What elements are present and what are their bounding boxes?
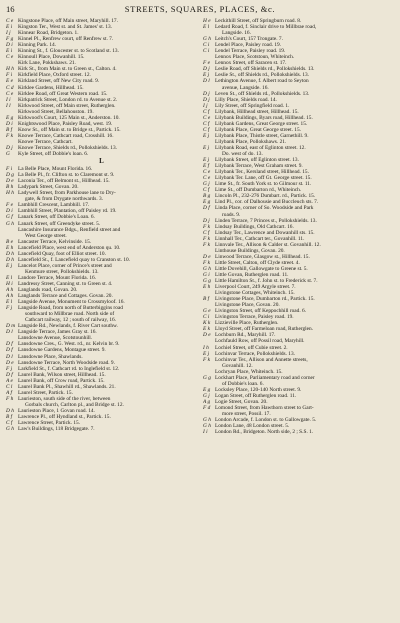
grid-reference: E h [6,244,14,251]
grid-reference: D f [203,205,210,212]
street-entry-text: Laurel Bank, off Crow road, Partick. 15. [18,377,105,384]
grid-reference: E e [6,78,13,85]
grid-reference: D j [203,66,210,73]
street-entry-text: Lanark Street, off Greendyke street. 5. [18,220,101,227]
street-entry-text: Lizzieville Place, Rutherglen. [215,320,279,327]
street-entry-text: Kirklee Road, off Great Western road. 15. [18,90,108,97]
street-entry-text: Kirkwood's Court, 125 Main st., Anderston. 10. [18,114,120,121]
street-entry-text: Lindsay Buildings, Old Cathcart. 16. [215,223,294,230]
grid-reference: C i [203,314,210,321]
street-entry-text: Lethington Avenue, f. Albert road to Seyton [215,78,309,85]
grid-reference: F e [6,202,13,209]
street-entry-text: Little Dovehill, Gallowgate to Greene st. 5. [215,265,308,272]
street-entry-text: Kirk Lane, Pokkshaws. 21. [18,60,76,67]
street-entry-text: Langside Rd., Newlands, f. River Cart southw. [18,323,118,330]
street-entry-text: Logan Street, off Rutherglen road. 11. [215,392,297,399]
street-entry-text: Laurieston Place, 1 Govan road. 14. [18,407,95,414]
street-entry-text: Lilybank Gardens, Great George street. 15. [215,120,308,127]
grid-reference: B f [203,296,210,303]
grid-reference: G f [6,214,13,221]
grid-reference: I h [203,344,209,351]
street-entry-text: Lilybank Road, east of Eglinton street. 12. [215,144,306,151]
street-entry-text: Livingstone Place, Govan. 20. [215,302,280,309]
grid-reference: F e [203,60,210,67]
street-entry-text: Lansdowne Place, Shawlands. [18,353,83,360]
grid-reference: D h [6,407,14,414]
left-column [6,18,197,435]
section-letter: L [99,157,104,166]
grid-reference: F g [6,36,14,43]
street-entry-text: La Belle Pl., fr. Clifton st. to Claremont st. 9. [18,172,115,179]
street-entry-text: Kirk St., from Main st. to Green st., Calton. 4. [18,66,117,73]
street-entry-text: Lockhart Place, Parliamentary road and corner [215,374,315,381]
grid-reference: F h [6,395,14,402]
grid-reference: F j [6,305,13,312]
street-entry-text: Lancashire Insurance Bdgs., Renfield street and [18,226,121,233]
page-number: 16 [6,4,15,14]
street-entry-text: Linda Place, corner of So. Woodside and Park [215,205,314,212]
street-entry-text: Lendel Place, Paisley road. 19. [215,42,282,49]
grid-reference: E g [6,114,14,121]
grid-reference: C e [6,90,14,97]
street-entry-text: Little Govan, Rutherglen road. 11. [215,271,289,278]
street-entry-text: Little Hamilton St., f. John st. to Frederick st. 7. [215,278,318,285]
street-entry-text: Lancaster Terrace, Kelvinside. 15. [18,238,92,245]
street-entry-text: Livingston Street, off Keppochhill road. 6. [215,308,307,315]
street-entry-text: Larkfield St., f. Cathcart rd. to Inglefield st. 12. [18,365,120,372]
street-entry-text: Kirkwood Street, Bellahouston. 19. [18,108,94,115]
grid-reference: D i [6,42,13,49]
grid-reference: E l [6,299,13,306]
street-entry-text: Lancefield St., f. Lancefield quay to Cranston st. 10. [18,256,131,263]
grid-reference: K k [203,320,211,327]
grid-reference: A f [6,389,12,396]
grid-reference: D i [6,120,13,127]
grid-reference: I j [203,102,208,109]
street-entry-text: Govanhill. 12. [222,362,253,369]
street-entry-text: Lilybank Place, Thistle street, Garnethill. 9. [215,132,309,139]
street-entry-text: Kinning St., f. Gloucester st. to Scotland st. 13. [18,48,119,55]
grid-reference: C e [6,18,14,24]
street-entry-text: Lennox Place, Scotstoun, Whiteinch. [215,54,295,61]
street-entry-text: more street, Possil. 17. [222,411,271,418]
grid-reference: F k [203,241,210,248]
street-entry-text: La Belle Place, Mount Florida. 16. [18,166,93,173]
street-entry-text: Kinning Park. 14. [18,42,56,49]
street-entry-text: Leckithill Street, off Springburn road. 8. [215,18,302,24]
street-entry-text: Leven St., off Shields rd., Pollokshields. 13. [215,90,310,97]
street-entry-text: Landore Terrace, Mount Florida. 16. [18,274,97,281]
grid-reference: C f [203,126,210,133]
grid-reference: D e [6,178,14,185]
street-entry-text: Linnvale Ter., Allison & Calder st. Govanhill. 12. [215,241,321,248]
street-entry-text: Lloyd Street, off Farmeloan road, Rutherglen. [215,326,314,333]
grid-reference: E f [203,163,210,170]
grid-reference: D l [6,353,13,360]
street-entry-text: Lilybank Ter., Kersland street, Hillhead. 15. [215,169,309,176]
street-entry-text: Kirkfield Place, Oxford street. 12. [18,72,91,79]
street-entry-text: Liverpool Court, 249 Argyle street. 7. [215,284,296,291]
street-entry-text: avenue, Langside. 16. [222,84,269,91]
street-entry-text: Lancefield Quay, foot of Elliot street. 10. [18,250,106,257]
grid-reference: D j [203,217,210,224]
street-entry-text: Kenmure street, Pollokshields. 13. [25,268,99,275]
street-entry-text: Do. west of do. 13. [222,151,263,158]
grid-reference: E h [203,284,211,291]
page-title: STREETS, SQUARES, PLACES, &c. [124,4,276,14]
street-entry-text: Lambhill Street, Plantation, off Paisley rd. 19. [18,208,117,215]
grid-reference: E j [203,350,210,357]
street-entry-text: Knowe Terrace, Shields rd., Pollokshields. 13. [18,144,117,151]
street-entry-text: Lansdowne Cres., G. West. rd., nr. Kelvin br. 9. [18,341,120,348]
grid-reference: A h [6,287,14,294]
street-entry-text: Leslie Road, off Shields rd., Pollokshields. 13. [215,66,315,73]
grid-reference: I l [6,102,11,109]
street-entry-text: Langlands road, Govan. 20. [18,287,78,294]
grid-reference: C i [203,48,210,55]
street-entry-text: Langside. 16. [222,30,251,37]
street-entry-text: Lancefield Place, west end of Anderston qu. 10. [18,244,121,251]
grid-reference: E j [6,262,13,269]
street-entry-text: Lochinvar Terrace, Pollokshields. 13. [215,350,295,357]
street-entry-text: Linden Terrace, 7 Princes st., Pollokshields. 13. [215,217,317,224]
grid-reference: G i [203,271,210,278]
street-entry-text: Linwood Terrace, Glasgow st., Hillhead. 15. [215,253,310,260]
grid-reference: G j [203,181,210,188]
street-entry-text: Lansdowne Terrace, North Woodside road. 9. [18,359,115,366]
grid-reference: C l [6,383,13,390]
street-entry-text: Lansdowne Gardens, Montague street. 9. [18,347,106,354]
grid-reference: F j [6,365,13,372]
grid-reference: D f [6,347,13,354]
grid-reference: D i [6,208,13,215]
street-entry-text: Lind Pl., cor. of Dalhousie and Buccleuch sts. 7. [215,199,319,206]
street-entry-text: Kyle Street, off Dobbie's loan. 6. [18,151,89,158]
street-entry-text: Lilybank Buildings, Byars road, Hillhead. 15. [215,114,313,121]
directory-entry [6,426,197,432]
grid-reference: E k [203,326,210,333]
grid-reference: C d [6,84,14,91]
grid-reference: E j [203,72,210,79]
grid-reference: D f [6,371,13,378]
grid-reference: B g [203,193,211,200]
street-entry-text: Lochiel Street, off Cubie street. 2. [215,344,288,351]
right-column [203,18,394,435]
street-entry-text: Lochinvar Ter., Allison and Annette streets, [215,356,308,363]
street-entry-text: Linthouse Buildings, Govan. 20. [215,247,285,254]
grid-reference: C f [203,108,210,115]
grid-reference: C f [203,187,210,194]
street-entry-text: Kingstone Place, off Main street, Maryhill. 17. [18,18,118,24]
grid-reference: E j [203,144,210,151]
street-entry-text: Lilly Place, Shields road. 14. [215,96,277,103]
grid-reference: F k [203,223,210,230]
street-entry-text: Kingston Ter., West st. and St. James' st. 13. [18,24,113,31]
street-entry-text: Ladypark Street, Govan. 20. [18,184,79,191]
grid-reference: E l [6,274,13,281]
grid-reference: E l [203,24,210,31]
street-entry-text: West George street. [25,232,67,239]
grid-reference: G h [203,417,211,424]
street-entry-text: London Rd., Bridgeton. North side, 2 ; S.S. 1. [215,429,314,436]
grid-reference: B h [6,184,14,191]
street-entry-text: Cathcart railway, 12 ; south of railway, 16. [25,317,117,324]
street-entry-text: London Lane, 48 London street. 5. [215,423,290,430]
street-entry-text: Kirklee Gardens, Hillhead. 15. [18,84,84,91]
grid-reference: C f [203,229,210,236]
street-entry-text: Logie Street, Govan. 20. [215,398,268,405]
street-entry-text: Kirkwood Street, off Main street, Rutherglen. [18,102,116,109]
street-entry-text: Laurel Bank, Wilson street, Hillhead. 15. [18,371,106,378]
grid-reference: B f [6,414,13,420]
grid-reference: C f [203,120,210,127]
street-entry-text: Langside Terrace, James Gray st. 16. [18,329,97,336]
street-entry-text: southward to Millbrae road. North side of [25,311,115,318]
street-entry-text: Knowe Terrace, Cathcart road, Crosshill. 16. [18,132,114,139]
grid-reference: D l [203,78,210,85]
street-entry-text: Kirkpatrick Street, London rd. to Avenue st. 2. [18,96,118,103]
street-entry-text: Livingston Terrace, Paisley road. 19. [215,314,294,321]
grid-reference: C e [203,169,211,176]
grid-reference: G [6,151,10,158]
street-entry-text: Little Street, Calton, off Clyde street. 4. [215,259,300,266]
grid-reference: G h [203,423,211,430]
street-entry-text: Leslie St., off Shields rd., Pollokshields. 13. [215,72,310,79]
street-entry-text: Knightswood Place, Paisley Road, west. 19. [18,120,113,127]
street-entry-text: Lansdowne Avenue, Scotstounhill. [18,335,93,342]
street-entry-text: Lennox Street, off Saracen st. 17. [215,60,287,67]
street-entry-text: Laconia Ter., off Belmont st., Hillhead. 15. [18,178,110,185]
street-entry-text: Kinnear Road, Bridgeton. 1. [18,30,79,37]
grid-reference: D g [6,172,14,179]
street-entry-text: Lilybank Place, Great George street. 15. [215,126,301,133]
street-entry-text: Lily Street, off Springfield road. 1. [215,102,290,109]
grid-reference: C f [6,420,13,427]
directory-entry [203,429,394,435]
street-entry-text: Lomond Street, from Hawthorn street to Gart- [215,405,314,411]
grid-reference: H e [203,18,211,24]
street-entry-text: Kirkland Street, off New City road. 9. [18,78,100,85]
grid-reference: D j [6,144,13,151]
grid-reference: D f [6,341,13,348]
street-entry-text: Lilybank Street, off Eglinton street. 13. [215,157,299,164]
street-entry-text: London Arcade, f. London st. to Gallowgate. 5. [215,417,317,424]
grid-reference: C i [203,42,210,49]
grid-reference: E j [203,132,210,139]
street-entry-text: Lime St., off Dumbarton rd., Whiteinch. [215,187,302,194]
grid-reference: D h [6,256,14,263]
street-entry-text: Ladywell Street, from Parkhouse lane to Dry- [18,190,116,197]
street-entry-text: Kinnoull Place, Dowanhill. 15. [18,54,85,61]
grid-reference: F k [203,235,210,242]
grid-reference: D e [6,359,14,366]
street-entry-text: Know St., off Main st. to Bridge st., Partick. 15. [18,126,121,133]
grid-reference: F k [203,259,210,266]
grid-reference: C e [203,114,211,121]
street-entry-text: Lochryan Place, Whiteinch. 15. [215,368,283,375]
grid-reference: E g [203,199,211,206]
street-entry-text: Knowe Terrace, Cathcart. [18,138,73,145]
street-entry-text: Law's Buildings, 118 Bridgegate. 7. [18,426,95,433]
grid-reference: F k [6,132,13,139]
street-entry-text: Langlands Terrace and Cottages. Govan. 20. [18,293,113,300]
grid-reference: C e [6,54,14,61]
street-entry-text: Lancelot Place, corner of Prince's street and [18,262,112,269]
street-entry-text: Lochfauld Row, off Possil road, Maryhill. [215,338,305,345]
street-entry-text: Landressy Street, Canning st. to Green st. 4. [18,280,113,287]
street-entry-text: roads. 9. [222,211,241,218]
street-entry-text: Lendel Terrace, Paisley road. 19. [215,48,286,55]
street-entry-text: Lindsay Ter., Lawrence and Dowanhill sts. 15. [215,229,315,236]
grid-reference: G h [203,265,211,272]
street-entry-text: gate, & from Drygate northwards. 3. [25,196,104,203]
street-entry-text: Lambhill Crescent, Lambhill. 17. [18,202,90,209]
grid-reference: B e [6,238,13,245]
grid-reference: D j [203,96,210,103]
grid-reference: G h [6,220,14,227]
columns [6,18,394,435]
grid-reference: D h [6,250,14,257]
grid-reference: G h [6,426,14,433]
street-entry-text: Langside Road, from north of Butterbiggins road [18,305,123,312]
street-entry-text: Lime St., fr. South York st. to Gilmour st. 11. [215,181,312,188]
street-entry-text: Laurel Street, Partick. 15. [18,389,73,396]
street-entry-text: Lilybank, Hillhead street, Hillhead. 15. [215,108,299,115]
street-entry-text: Lilybank Place, Pollokshaws. 21. [215,138,287,145]
grid-reference: I j [6,30,11,37]
street-entry-text: Laurieston, south side of the river, between [18,395,111,402]
grid-reference: A h [6,293,14,300]
street-entry-text: Gorbals church, Carlton pl., and Bridge st. 12. [25,401,124,408]
street-entry-text: of Dobbie's loan. 6. [222,380,264,387]
grid-reference: H h [6,190,14,197]
street-entry-text: Livingstone Place, Dumbarton rd., Partick. 15. [215,296,315,303]
grid-reference: F i [6,166,13,173]
grid-reference: A g [203,398,211,405]
grid-reference: I i [203,429,208,436]
grid-reference: D j [203,90,210,97]
street-entry-text: Langside Avenue, Monument to Crossmyloof. 16. [18,299,125,306]
street-entry-text: Linnhall Ter., Cathcart ter., Govanhill. 11. [215,235,305,242]
street-entry-text: Laurel Bank Pl., Shawhill rd., Shawlands. 21. [18,383,116,390]
grid-reference: I i [6,96,11,103]
grid-reference: D l [6,329,13,336]
street-entry-text: Livingstone Cottages, Whiteinch. 15. [215,290,295,297]
grid-reference: F i [6,72,13,79]
grid-reference: G j [203,392,210,399]
street-entry-text: Lanark Street, off Dobbie's Loan. 6. [18,214,95,221]
grid-reference: B f [6,126,13,133]
grid-reference: H i [6,280,13,287]
grid-reference: G h [203,36,211,43]
street-entry-text: Lilybank Ter. Lane, off Gt. George street. 15. [215,175,312,182]
grid-reference: D e [203,253,211,260]
street-entry-text: Lawrence Street, Partick. 15. [18,420,81,427]
grid-reference: F k [203,356,210,363]
grid-reference: A e [6,377,13,384]
grid-reference: E g [203,386,211,393]
street-entry-text: Lochburn Rd., Maryhill. 17. [215,332,276,339]
street-entry-text: Lawrence Pl., off Hyndland st., Partick. 15. [18,414,111,420]
street-entry-text: Lincoln Pl., 232-276 Dumbart. rd., Partick. 15. [215,193,316,200]
grid-reference: E i [6,48,13,55]
grid-reference: E j [203,157,210,164]
grid-reference: E i [6,24,13,31]
street-entry-text: Leitch's Court, 157 Trongate. 7. [215,36,283,43]
grid-reference: D m [6,323,16,330]
grid-reference: D e [203,332,211,339]
page-header [6,4,394,16]
grid-reference: C e [203,175,211,182]
street-entry-text: Locksley Place, 120-140 North street. 9. [215,386,302,393]
street-entry-text: Ledard Road, f. Sinclair drive to Millbrae road, [215,24,317,31]
grid-reference: H h [6,66,14,73]
street-entry-text: Kinnel Pl., Renfrew court, off Renfrew st. 7. [18,36,114,43]
grid-reference: F d [203,405,211,411]
grid-reference: G e [203,308,211,315]
street-entry-text: Lilybank Terrace, West Graham street. 9. [215,163,303,170]
grid-reference: G g [203,374,211,381]
grid-reference: G g [203,278,211,285]
